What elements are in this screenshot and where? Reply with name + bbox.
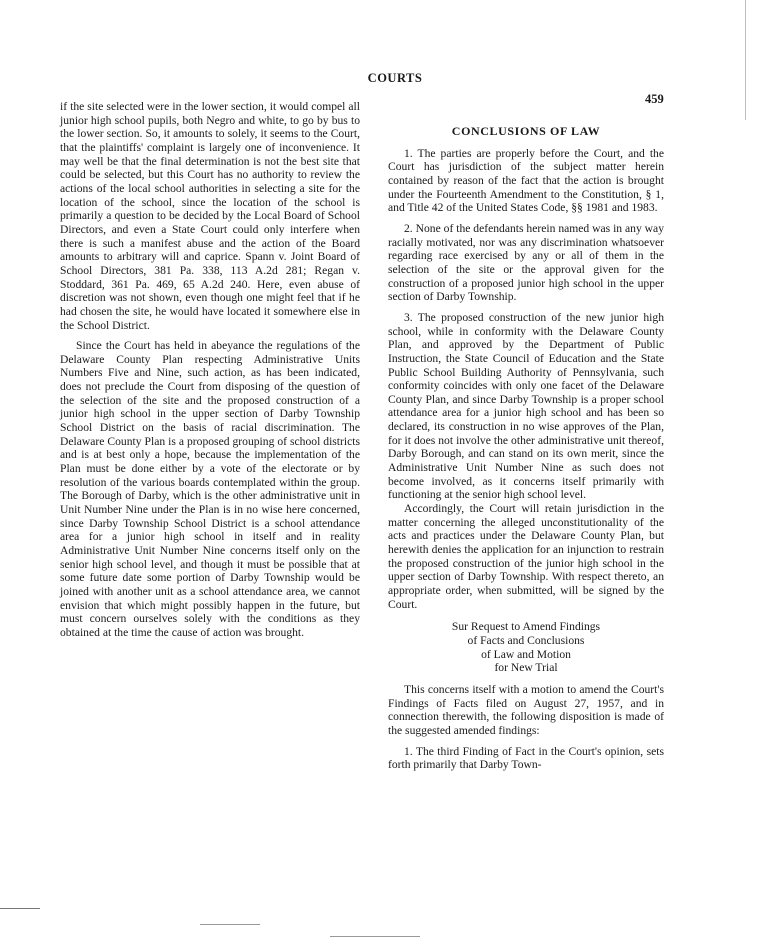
subheading-line: of Law and Motion — [481, 647, 571, 661]
conclusion-3: 3. The proposed construction of the new junior high school, while in conformity with the Delaware County Plan, and approved by the Department of Public Instruction, the State Council of Education and the State Public School Building Authority of Pennsylvania, such conformity coincides with only one facet of the Delaware County Plan, and since Darby Township is a proper school attendance area for a junior high school and has been so declared, its construction in no wise approves of the Plan, for it does not involve the other administrative unit thereof, Darby Borough, and can stand on its own merit, since the Administrative Unit Number Nine as such does not become involved, as it concerns itself primarily with functioning at the senior high school level. — [388, 310, 664, 502]
running-head: COURTS — [367, 71, 423, 85]
finding-1: 1. The third Finding of Fact in the Court's opinion, sets forth primarily that Darby Town- — [388, 744, 664, 772]
conclusion-2: 2. None of the defendants herein named was in any way racially motivated, nor was any discrimination whatsoever regarding race exercised by any or all of them in the selection of the site or the approval given for the construction of a proposed junior high school in the upper section of Darby Township. — [388, 221, 664, 304]
scan-edge-line — [745, 0, 746, 120]
conclusion-1: 1. The parties are properly before the Court, and the Court has jurisdiction of the subject matter herein contained by reason of the fact that the action is brought under the Fourteenth Amendment to the Constitution, § 1, and Title 42 of the United States Code, §§ 1981 and 1983. — [388, 146, 664, 215]
right-column — [388, 125, 664, 772]
subheading-block — [388, 620, 664, 675]
subheading-line: for New Trial — [494, 661, 558, 675]
paragraph-accordingly: Accordingly, the Court will retain jurisdiction in the matter concerning the alleged unconstitutionality of the acts and practices under the Delaware County Plan, but herewith denies the application for an injunction to restrain the proposed construction of the junior high school in the upper section of Darby Township. With respect thereto, an appropriate order, when submitted, will be signed by the Court. — [388, 502, 664, 611]
scan-edge-line — [0, 908, 40, 909]
paragraph-delaware-plan: Since the Court has held in abeyance the regulations of the Delaware County Plan respecting Administrative Units Numbers Five and Nine, such action, as has been indicated, does not preclude the Court from disposing of the question of the selection of the site and the proposed construction of a junior high school in the upper section of Darby Township School District on the basis of racial discrimination. The Delaware County Plan is a proposed grouping of school districts and is at best only a hope, because the implementation of the Plan must be done either by a vote of the electorate or by resolution of the various boards contemplated within the group. The Borough of Darby, which is the other administrative unit in Unit Number Nine under the Plan is in no wise here concerned, since Darby Township School District is a school attendance area for a junior high school in itself and in reality Administrative Unit Number Nine concerns itself only on the senior high school level, and though it must be possible that at some future date some portion of Darby Township would be joined with another unit as a school attendance area, we cannot envision that which might possibly happen in the future, but must concern ourselves solely with the conditions as they obtained at the time the cause of action was brought. — [60, 339, 360, 639]
paragraph-site-selection: if the site selected were in the lower section, it would compel all junior high school pupils, both Negro and white, to go by bus to the lower section. So, it amounts to solely, it seems to the Court, that the plaintiffs' complaint is largely one of inconvenience. It may well be that the final determination is not the best site that could be selected, but this Court has no authority to review the actions of the local school authorities in selecting a site for the location of the school, since the location of the school is primarily a question to be decided by the Local Board of School Directors, and even a State Court could only interfere when there is such a manifest abuse and the action of the Board amounts to arbitrary will and caprice. Spann v. Joint Board of School Directors, 381 Pa. 338, 113 A.2d 281; Regan v. Stoddard, 361 Pa. 469, 65 A.2d 240. Here, even abuse of discretion was not shown, even though one might feel that if he had chosen the site, he would have located it somewhere else in the School District. — [60, 100, 360, 332]
subheading-line: of Facts and Conclusions — [467, 633, 585, 647]
paragraph-motion: This concerns itself with a motion to amend the Court's Findings of Facts filed on August 27, 1957, and in connection therewith, the following disposition is made of the suggested amended findings: — [388, 682, 664, 737]
page-number: 459 — [645, 92, 664, 106]
scan-edge-line — [200, 924, 260, 925]
section-heading: CONCLUSIONS OF LAW — [451, 124, 601, 138]
subheading-line: Sur Request to Amend Findings — [451, 620, 601, 634]
scan-edge-line — [330, 936, 420, 937]
left-column — [60, 100, 360, 640]
